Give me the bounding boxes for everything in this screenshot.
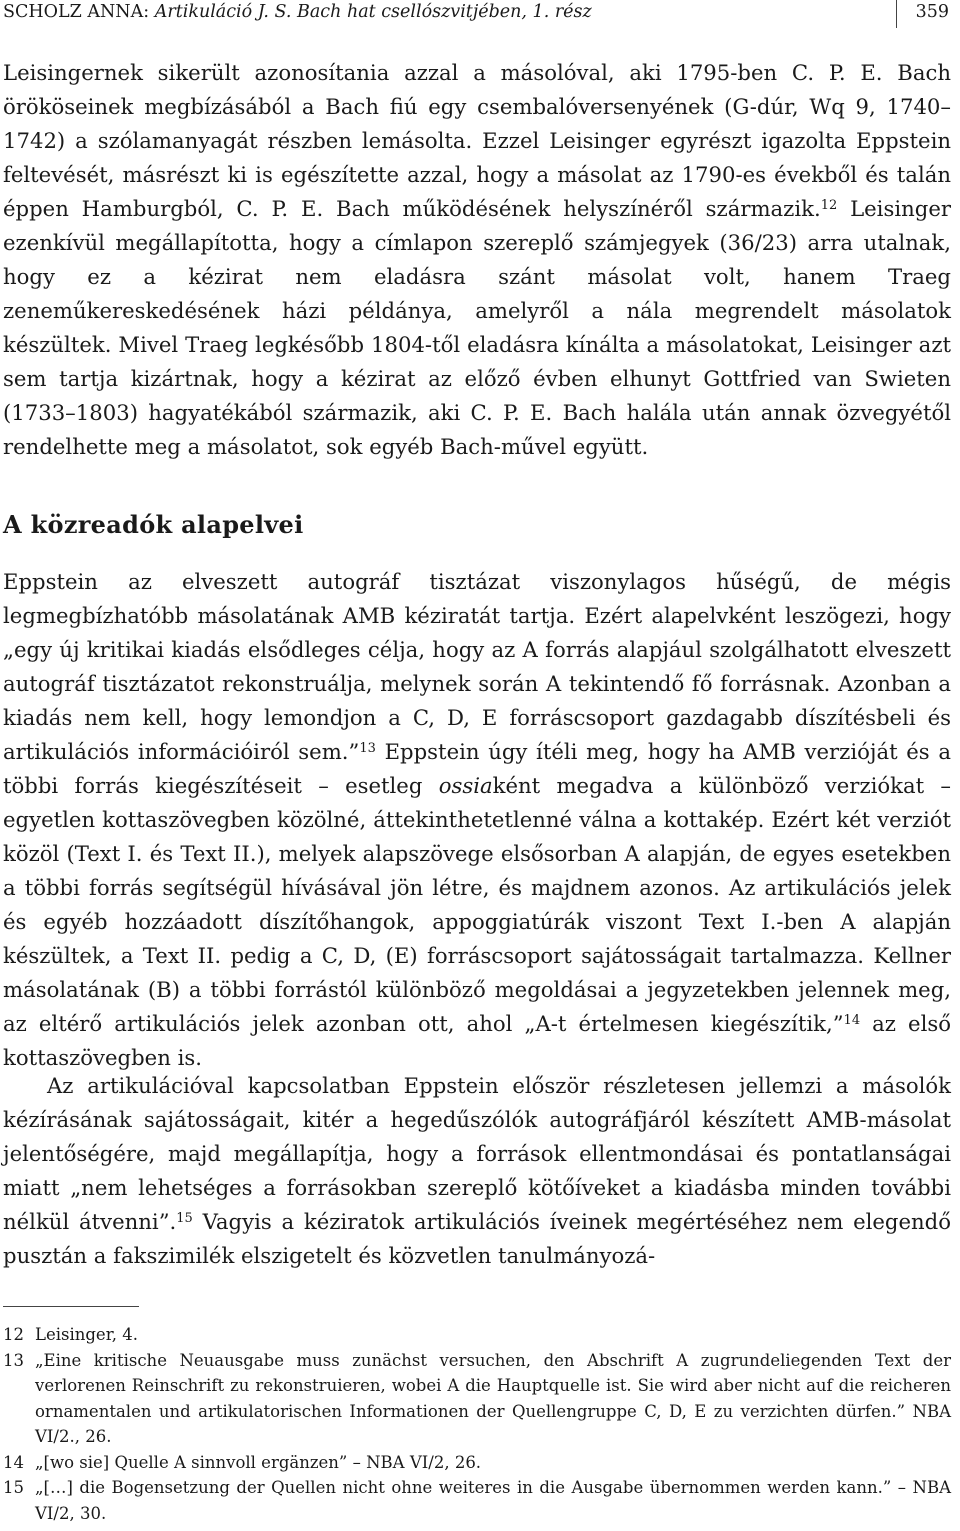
footnote-12 <box>3 1322 951 1348</box>
running-title-main: Artikuláció J. S. Bach hat csellószvitjében, 1. rész <box>154 2 592 22</box>
page-number: 359 <box>915 2 949 22</box>
paragraph-1 <box>3 56 951 464</box>
footnote-number: 13 <box>3 1350 24 1370</box>
footnote-text: „[wo sie] Quelle A sinnvoll ergänzen” – NBA VI/2, 26. <box>35 1452 482 1472</box>
footnote-ref-14: 14 <box>843 1013 861 1028</box>
running-title <box>3 2 592 22</box>
footnote-text: Leisinger, 4. <box>35 1325 139 1344</box>
footnote-number: 12 <box>3 1325 24 1344</box>
paragraph-2-part-2: Eppstein úgy ítéli meg, hogy ha AMB verzióját és a többi forrás kiegészítéseit – esetleg <box>3 739 951 798</box>
paragraph-3 <box>3 1069 951 1273</box>
footnote-ref-15: 15 <box>176 1211 193 1226</box>
paragraph-3-part-2: Vagyis a kéziratok artikulációs íveinek megértéséhez nem elegendő pusztán a fakszimilék elszigetelt és közvetlen tanulmányozá- <box>3 1209 951 1268</box>
paragraph-2-part-4: az első kottaszövegben is. <box>3 1011 951 1070</box>
footnote-ref-12: 12 <box>820 198 838 213</box>
footnote-14 <box>3 1450 951 1476</box>
paragraph-2-part-3: ként megadva a különböző verziókat – egyetlen kottaszövegben közölné, áttekinthetetlenné válna a kottakép. Ezért két verziót közöl (Text I. és Text II.), melyek alapszövege elsősorban A alapján, de egyes esetekben a többi forrás segítségül hívásával jön létre, és majdnem azonos. Az artikulációs jelek és egyéb hozzáadott díszítőhangok, appoggiatúrák viszont Text I.-ben A alapján készültek, a Text II. pedig a C, D, (E) forráscsoport sajátosságait tartalmazza. Kellner másolatának (B) a többi forrástól különböző megoldásai a jegyzetekben jelennek meg, az eltérő artikulációs jelek azonban ott, ahol „A-t értelmesen kiegészítik,” <box>3 773 951 1036</box>
ossia-term: ossia <box>438 773 493 798</box>
header-divider <box>896 0 897 28</box>
footnotes <box>3 1322 951 1526</box>
section-heading: A közreadók alapelvei <box>3 510 304 539</box>
running-header <box>3 0 953 30</box>
footnote-number: 15 <box>3 1478 24 1497</box>
footnote-15 <box>3 1475 951 1526</box>
paragraph-1-part-2: Leisinger ezenkívül megállapította, hogy a címlapon szereplő számjegyek (36/23) arra utalnak, hogy ez a kézirat nem eladásra szánt másolat volt, hanem Traeg zeneműkereskedésének házi példánya, amelyről a nála megrendelt másolatok készültek. Mivel Traeg legkésőbb 1804-től eladásra kínálta a másolatokat, Leisinger azt sem tartja kizártnak, hogy a kézirat az előző évben elhunyt Gottfried van Swieten (1733–1803) hagyatékából származik, aki C. P. E. Bach halála után annak özvegyétől rendelhette meg a másolatot, sok egyéb Bach-művel együtt. <box>3 196 951 459</box>
footnote-13 <box>3 1348 951 1450</box>
footnote-ref-13: 13 <box>359 741 376 756</box>
paragraph-3-part-1: Az artikulációval kapcsolatban Eppstein először részletesen jellemzi a másolók kézírásának sajátosságait, kitér a hegedűszólók autográfjáról készített AMB-másolat jelentőségére, majd megállapítja, hogy a források ellentmondásai és pontatlanságai miatt „nem lehetséges a forrásokban szereplő kötőíveket a kiadásba minden további nélkül átvenni”. <box>3 1073 951 1234</box>
paragraph-2 <box>3 565 951 1075</box>
footnote-separator <box>3 1306 139 1307</box>
paragraph-1-part-1: Leisingernek sikerült azonosítania azzal a másolóval, aki 1795-ben C. P. E. Bach örököseinek megbízásából a Bach fiú egy csembalóversenyének (G-dúr, Wq 9, 1740–1742) a szólamanyagát részben lemásolta. Ezzel Leisinger egyrészt igazolta Eppstein feltevését, másrészt ki is egészítette azzal, hogy a másolat az 1790-es évekből és talán éppen Hamburgból, C. P. E. Bach működésének helyszínéről származik. <box>3 60 951 221</box>
running-title-author: SCHOLZ ANNA: <box>3 2 155 22</box>
footnote-text: „[…] die Bogensetzung der Quellen nicht ohne weiteres in die Ausgabe übernommen werden kann.” – NBA VI/2, 30. <box>35 1478 951 1523</box>
footnote-number: 14 <box>3 1452 24 1472</box>
paragraph-2-part-1: Eppstein az elveszett autográf tisztázat viszonylagos hűségű, de mégis legmegbízhatóbb másolatának AMB kéziratát tartja. Ezért alapelvként leszögezi, hogy „egy új kritikai kiadás elsődleges célja, hogy az A forrás alapjául szolgálhatott elveszett autográf tisztázatot rekonstruálja, melynek során A tekintendő fő forrásnak. Azonban a kiadás nem kell, hogy lemondjon a C, D, E forráscsoport gazdagabb díszítésbeli és artikulációs információiról sem.” <box>3 569 951 764</box>
footnote-text: „Eine kritische Neuausgabe muss zunächst versuchen, den Abschrift A zugrundeliegenden Text der verlorenen Reinschrift zu rekonstruieren, wobei A die Hauptquelle ist. Sie wird aber nicht auf die reicheren ornamentalen und artikulatorischen Informationen der Quellengruppe C, D, E zu verzichten dürfen.” NBA VI/2., 26. <box>35 1350 951 1446</box>
